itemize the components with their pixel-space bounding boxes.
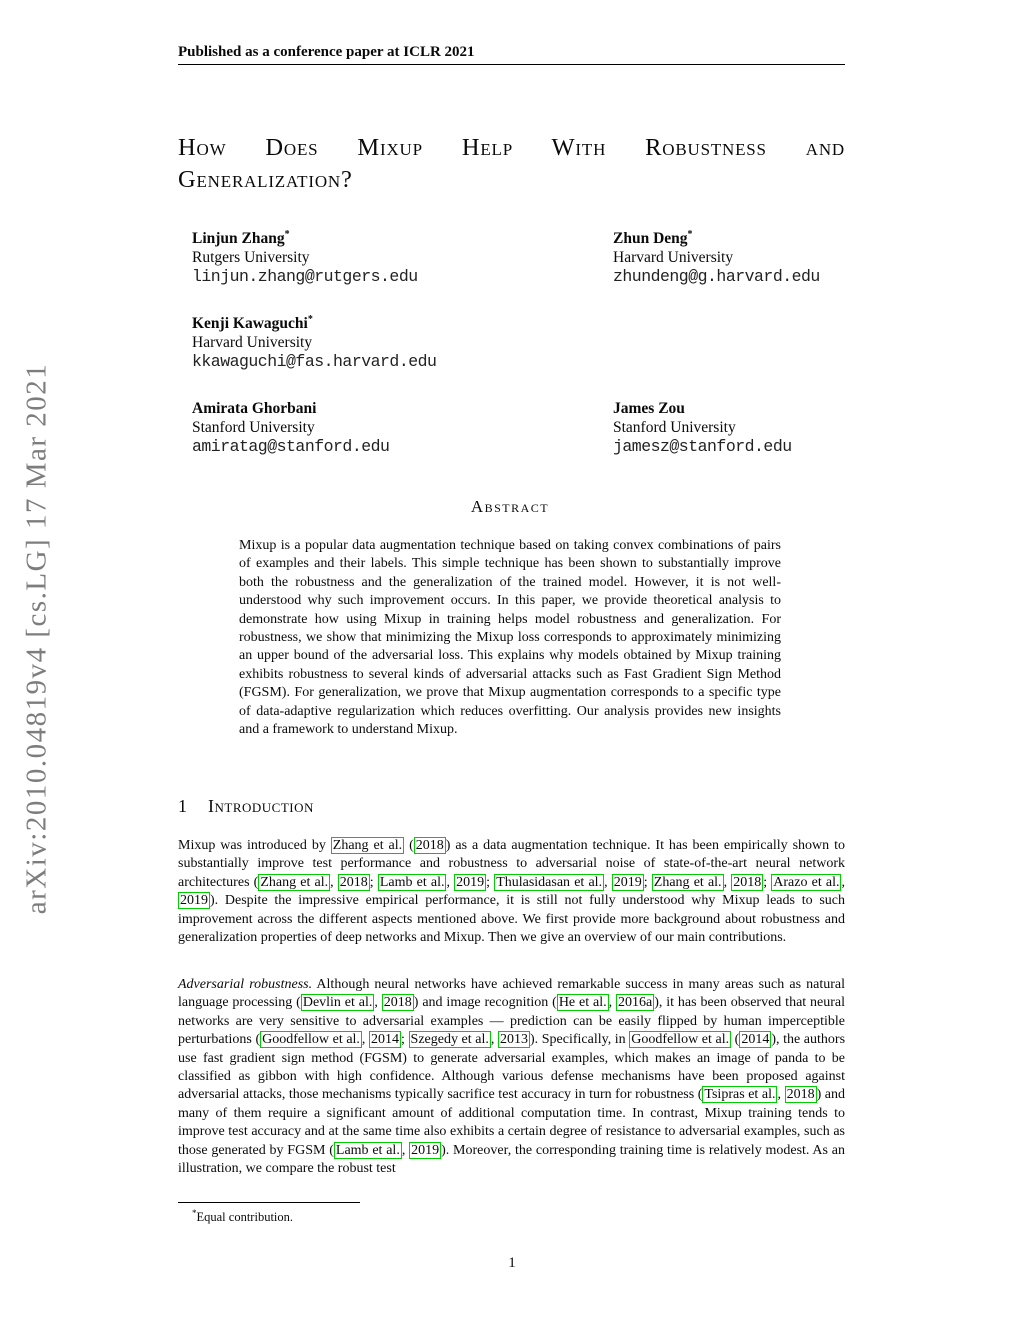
- author-name: Zhun Deng*: [613, 229, 693, 248]
- citation-link[interactable]: 2018: [733, 874, 762, 890]
- text-run: ,: [604, 874, 612, 890]
- footnote-marker: *: [192, 1208, 197, 1218]
- author-block: [613, 225, 943, 286]
- text-run: ,: [777, 1087, 785, 1103]
- text-run: (: [404, 838, 414, 853]
- citation-link[interactable]: 2013: [499, 1032, 528, 1048]
- author-block: [613, 395, 943, 456]
- citation-link[interactable]: Goodfellow et al.: [631, 1032, 730, 1048]
- citation-link[interactable]: 2019: [411, 1142, 440, 1158]
- running-header: Published as a conference paper at ICLR 2021: [178, 44, 475, 60]
- citation-link[interactable]: Zhang et al.: [653, 874, 722, 890]
- text-run: ). Moreover, the corresponding training time is relatively modest. As an illustration, we compare the robust test: [178, 1142, 845, 1177]
- author-email: zhundeng@g.harvard.edu: [613, 267, 820, 287]
- abstract-heading: Abstract: [470, 497, 550, 516]
- text-run: Although neural networks have achieved remarkable success in many areas such as natural language processing (: [178, 977, 845, 1011]
- citation-link[interactable]: Zhang et al.: [332, 838, 403, 853]
- citation-link[interactable]: Lamb et al.: [379, 874, 445, 890]
- footnote-rule: [178, 1202, 360, 1203]
- author-email: amiratag@stanford.edu: [192, 437, 390, 457]
- intro-paragraph-2: [178, 976, 845, 1178]
- author-affiliation: Harvard University: [192, 334, 313, 352]
- citation-link[interactable]: 2018: [383, 995, 412, 1011]
- text-run: ), it has been observed that neural networks are very sensitive to adversarial examples — prediction can be easily flipped by human imperceptible perturbations (: [178, 995, 846, 1048]
- citation-link[interactable]: 2019: [613, 874, 642, 890]
- paper-title-line1: How Does Mixup Help With Robustness and: [178, 134, 845, 161]
- citation-link[interactable]: 2016a: [618, 995, 653, 1011]
- author-affiliation: Rutgers University: [192, 249, 310, 267]
- citation-link[interactable]: 2018: [415, 838, 444, 853]
- author-affiliation: Harvard University: [613, 249, 734, 267]
- citation-link[interactable]: 2014: [741, 1032, 770, 1048]
- text-run: ,: [330, 874, 338, 890]
- citation-link[interactable]: Goodfellow et al.: [262, 1032, 360, 1048]
- text-run: ;: [763, 874, 772, 890]
- author-block: [192, 310, 522, 371]
- citation-link[interactable]: 2018: [786, 1087, 815, 1103]
- author-email: kkawaguchi@fas.harvard.edu: [192, 352, 437, 372]
- section-heading-introduction: [178, 796, 314, 817]
- paper-title: [178, 132, 845, 196]
- citation-link[interactable]: Devlin et al.: [302, 995, 373, 1011]
- text-run: ;: [401, 1032, 409, 1048]
- text-run: (: [731, 1032, 740, 1048]
- text-run: ,: [723, 874, 732, 890]
- citation-link[interactable]: 2019: [456, 874, 485, 890]
- text-run: ). Despite the impressive empirical performance, it is still not fully understood why Mixup leads to such improvement across the different aspects mentioned above. We first provide more background about robustness and generalization properties of deep networks and Mixup. Then we give an overview of our main contributions.: [178, 893, 845, 946]
- author-name: James Zou: [613, 400, 685, 418]
- author-name: Linjun Zhang*: [192, 229, 290, 248]
- text-run: ;: [369, 874, 378, 890]
- page-number: 1: [508, 1255, 516, 1271]
- arxiv-watermark: arXiv:2010.04819v4 [cs.LG] 17 Mar 2021: [20, 362, 53, 915]
- citation-link[interactable]: 2018: [339, 874, 368, 890]
- citation-link[interactable]: 2014: [371, 1032, 400, 1048]
- text-run: ,: [374, 995, 382, 1011]
- text-run: ;: [643, 874, 652, 890]
- equal-contribution-mark: *: [284, 229, 290, 240]
- paragraph-lead: Adversarial robustness.: [178, 977, 313, 992]
- citation-link[interactable]: Arazo et al.: [773, 874, 840, 890]
- header-rule: [178, 64, 845, 65]
- author-block: [192, 225, 522, 286]
- section-title: Introduction: [208, 796, 314, 816]
- text-run: ). Specifically, in: [529, 1032, 630, 1048]
- text-run: ,: [446, 874, 455, 890]
- text-run: ,: [841, 874, 845, 890]
- author-name: Amirata Ghorbani: [192, 400, 317, 418]
- footnote: [178, 1208, 692, 1225]
- author-email: jamesz@stanford.edu: [613, 437, 792, 457]
- text-run: ,: [361, 1032, 370, 1048]
- text-run: ,: [490, 1032, 498, 1048]
- citation-link[interactable]: Szegedy et al.: [410, 1032, 489, 1048]
- text-run: ,: [608, 995, 616, 1011]
- author-email: linjun.zhang@rutgers.edu: [192, 267, 418, 287]
- text-run: ) and many of them require a significant amount of additional computation time. In contrast, Mixup training tends to improve test accuracy and at the same time also exhibits a certain degree of resistance to adversarial examples, such as those generated by FGSM (: [178, 1087, 846, 1158]
- text-run: Mixup was introduced by: [178, 838, 331, 853]
- citation-link[interactable]: Tsipras et al.: [704, 1087, 776, 1103]
- equal-contribution-mark: *: [687, 229, 693, 240]
- abstract-text: Mixup is a popular data augmentation technique based on taking convex combinations of pairs of examples and their labels. This simple technique has been shown to substantially improve both the robustness and the generalization of the trained model. However, it is not well-understood why such improvement occurs. In this paper, we provide theoretical analysis to demonstrate how using Mixup in training helps model robustness and generalization. For robustness, we show that minimizing the Mixup loss corresponds to approximately minimizing an upper bound of the adversarial loss. This explains why models obtained by Mixup training exhibits robustness to several kinds of adversarial attacks such as Fast Gradient Sign Method (FGSM). For generalization, we prove that Mixup augmentation corresponds to a specific type of data-adaptive regularization which reduces overfitting. Our analysis provides new insights and a framework to understand Mixup.: [239, 538, 781, 738]
- text-run: ,: [401, 1142, 410, 1158]
- author-affiliation: Stanford University: [192, 419, 315, 437]
- citation-link[interactable]: Zhang et al.: [260, 874, 329, 890]
- citation-link[interactable]: He et al.: [558, 995, 607, 1011]
- intro-paragraph-1: [178, 837, 845, 947]
- paper-title-line2: Generalization?: [178, 166, 353, 193]
- text-run: ), the authors use fast gradient sign method (FGSM) to generate adversarial examples, which makes an image of panda to be classified as gibbon with high confidence. Although various defense mechanisms have been proposed against adversarial attacks, those mechanisms typically sacrifice test accuracy in turn for robustness (: [178, 1032, 846, 1103]
- text-run: ;: [486, 874, 495, 890]
- citation-link[interactable]: 2019: [180, 893, 208, 909]
- equal-contribution-mark: *: [307, 314, 313, 325]
- text-run: ) as a data augmentation technique. It has been empirically shown to substantially improve test performance and robustness to adversarial noise of state-of-the-art neural network architectures (: [178, 838, 845, 890]
- citation-link[interactable]: Lamb et al.: [335, 1142, 400, 1158]
- author-name: Kenji Kawaguchi*: [192, 314, 313, 333]
- footnote-text: Equal contribution.: [196, 1210, 294, 1225]
- section-number: 1: [178, 796, 187, 816]
- citation-link[interactable]: Thulasidasan et al.: [496, 874, 603, 890]
- author-block: [192, 395, 522, 456]
- author-affiliation: Stanford University: [613, 419, 736, 437]
- text-run: ) and image recognition (: [413, 995, 557, 1011]
